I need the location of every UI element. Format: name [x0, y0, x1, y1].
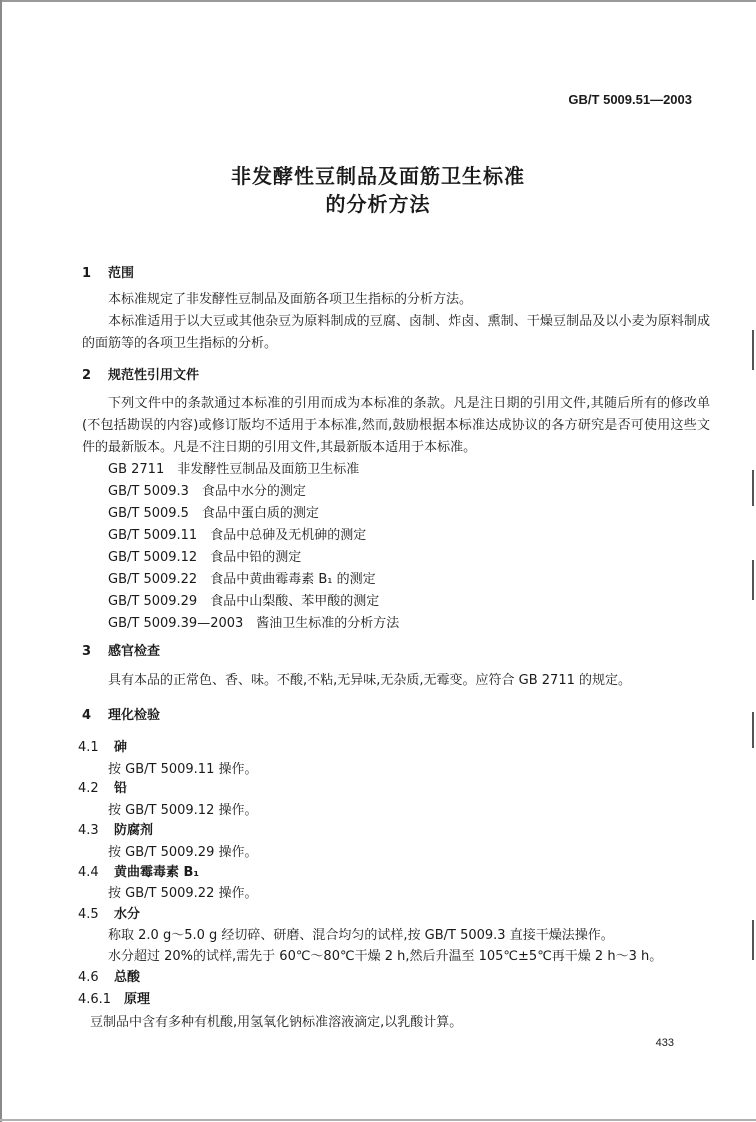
subsection-heading-total-acid	[78, 966, 140, 985]
margin-mark	[752, 470, 754, 506]
references-paragraph: 下列文件中的条款通过本标准的引用而成为本标准的条款。凡是注日期的引用文件,其随后所有的修改单(不包括勘误的内容)或修订版均不适用于本标准,然而,鼓励根据本标准达成协议的各方研究是否可使用这些文件的最新版本。凡是不注日期的引用文件,其最新版本适用于本标准。	[82, 396, 710, 455]
subsection-number: 4.3	[78, 823, 99, 838]
margin-mark	[752, 920, 754, 960]
subsection-title: 防腐剂	[114, 823, 154, 838]
principle-text: 豆制品中含有多种有机酸,用氢氧化钠标准溶液滴定,以乳酸计算。	[90, 1015, 463, 1030]
moisture-text-2: 水分超过 20%的试样,需先于 60℃～80℃干燥 2 h,然后升温至 105℃±5℃再干燥 2 h～3 h。	[108, 949, 663, 964]
subsection-title: 水分	[114, 907, 141, 922]
subsection-title: 砷	[114, 740, 128, 755]
margin-mark	[752, 560, 754, 600]
section-number: 4	[82, 708, 92, 723]
reference-item: GB/T 5009.12 食品中铅的测定	[108, 550, 302, 565]
reference-item: GB/T 5009.29 食品中山梨酸、苯甲酸的测定	[108, 594, 380, 609]
document-title-line1: 非发酵性豆制品及面筋卫生标准	[231, 164, 525, 188]
page-number: 433	[655, 1037, 674, 1049]
sensory-paragraph: 具有本品的正常色、香、味。不酸,不粘,无异味,无杂质,无霉变。应符合 GB 2711 的规定。	[108, 673, 632, 688]
scope-paragraph-1: 本标准规定了非发酵性豆制品及面筋各项卫生指标的分析方法。	[108, 292, 473, 307]
subsection-heading-arsenic	[78, 736, 127, 755]
subsection-number: 4.1	[78, 740, 99, 755]
margin-mark	[752, 330, 754, 370]
document-title-line2: 的分析方法	[325, 192, 431, 216]
lead-text: 按 GB/T 5009.12 操作。	[108, 803, 258, 818]
section-number: 3	[82, 644, 92, 659]
reference-item: GB/T 5009.39—2003 酱油卫生标准的分析方法	[108, 616, 400, 631]
reference-item: GB/T 5009.5 食品中蛋白质的测定	[108, 506, 319, 521]
section-heading-sensory	[82, 640, 160, 659]
scope-paragraph-2: 本标准适用于以大豆或其他杂豆为原料制成的豆腐、卤制、炸卤、熏制、干燥豆制品及以小麦为原料制成的面筋等的各项卫生指标的分析。	[82, 314, 710, 351]
reference-item: GB/T 5009.3 食品中水分的测定	[108, 484, 306, 499]
reference-item: GB/T 5009.11 食品中总砷及无机砷的测定	[108, 528, 367, 543]
arsenic-text: 按 GB/T 5009.11 操作。	[108, 762, 258, 777]
margin-mark	[752, 712, 754, 748]
page-top-edge	[0, 0, 756, 2]
section-heading-physicochemical	[82, 704, 160, 723]
reference-item: GB/T 5009.22 食品中黄曲霉毒素 B₁ 的测定	[108, 572, 376, 587]
subsection-heading-principle	[78, 988, 150, 1007]
section-title: 范围	[108, 266, 135, 281]
subsection-number: 4.4	[78, 865, 99, 880]
standard-code: GB/T 5009.51—2003	[568, 92, 692, 107]
section-title: 规范性引用文件	[108, 368, 200, 383]
page-bottom-edge	[0, 1119, 756, 1121]
section-title: 感官检查	[108, 644, 161, 659]
subsection-title: 总酸	[114, 970, 141, 985]
subsection-number: 4.6.1	[78, 992, 112, 1007]
section-title: 理化检验	[108, 708, 161, 723]
subsection-number: 4.5	[78, 907, 99, 922]
section-heading-references	[82, 364, 199, 383]
moisture-text-1: 称取 2.0 g～5.0 g 经切碎、研磨、混合均匀的试样,按 GB/T 5009.3 直接干燥法操作。	[108, 928, 614, 943]
section-heading-scope	[82, 262, 134, 281]
aflatoxin-text: 按 GB/T 5009.22 操作。	[108, 886, 258, 901]
section-number: 2	[82, 368, 92, 383]
reference-list	[108, 459, 399, 635]
subsection-heading-lead	[78, 777, 127, 796]
preservative-text: 按 GB/T 5009.29 操作。	[108, 845, 258, 860]
section-number: 1	[82, 266, 92, 281]
subsection-title: 黄曲霉毒素 B₁	[114, 865, 200, 880]
subsection-heading-preservative	[78, 819, 153, 838]
subsection-heading-aflatoxin	[78, 861, 199, 880]
reference-item: GB 2711 非发酵性豆制品及面筋卫生标准	[108, 462, 360, 477]
subsection-number: 4.2	[78, 781, 99, 796]
subsection-heading-moisture	[78, 903, 140, 922]
subsection-title: 原理	[124, 992, 151, 1007]
subsection-title: 铅	[114, 781, 128, 796]
subsection-number: 4.6	[78, 970, 99, 985]
